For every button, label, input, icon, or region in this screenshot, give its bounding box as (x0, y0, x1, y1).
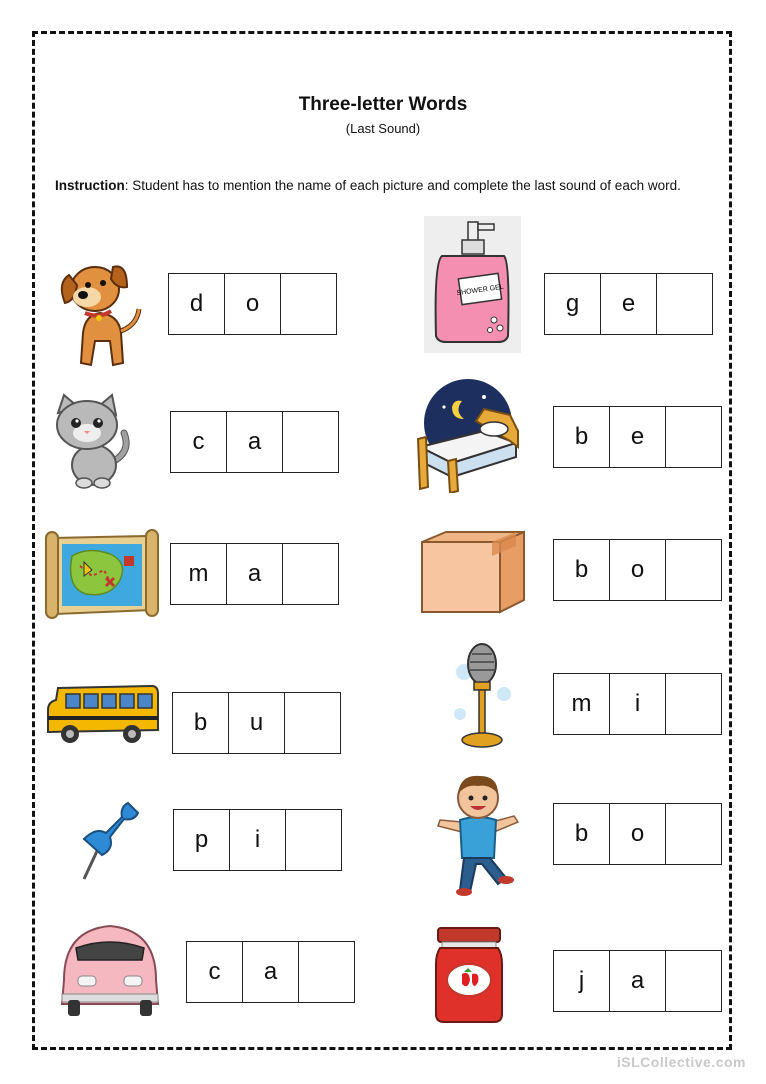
letter-box: j (554, 951, 610, 1011)
letter-boxes-gel (544, 273, 713, 335)
dog-icon (55, 253, 145, 371)
letter-box: c (187, 942, 243, 1002)
map-icon (44, 526, 160, 624)
gel-bottle-icon (424, 216, 521, 353)
answer-box[interactable] (285, 693, 340, 753)
letter-box: g (545, 274, 601, 334)
letter-box: m (171, 544, 227, 604)
letter-box: o (610, 804, 666, 864)
watermark: iSLCollective.com (616, 1054, 746, 1070)
answer-box[interactable] (281, 274, 336, 334)
letter-box: d (169, 274, 225, 334)
instruction (55, 176, 725, 196)
microphone-icon (452, 642, 514, 750)
pin-icon (76, 797, 140, 883)
letter-boxes-bus (172, 692, 341, 754)
letter-box: b (554, 540, 610, 600)
boy-icon (432, 772, 524, 900)
letter-box: m (554, 674, 610, 734)
letter-boxes-pin (173, 809, 342, 871)
page-title: Three-letter Words (298, 94, 468, 115)
letter-boxes-bed (553, 406, 722, 468)
box-icon (418, 528, 528, 614)
answer-box[interactable] (666, 951, 721, 1011)
bed-icon (414, 377, 522, 493)
answer-box[interactable] (666, 540, 721, 600)
letter-boxes-dog (168, 273, 337, 335)
letter-boxes-boy (553, 803, 722, 865)
letter-box: a (243, 942, 299, 1002)
letter-box: b (173, 693, 229, 753)
letter-box: o (225, 274, 281, 334)
letter-box: c (171, 412, 227, 472)
letter-boxes-jam (553, 950, 722, 1012)
letter-box: a (610, 951, 666, 1011)
answer-box[interactable] (299, 942, 354, 1002)
letter-box: b (554, 804, 610, 864)
letter-box: p (174, 810, 230, 870)
letter-boxes-microphone (553, 673, 722, 735)
answer-box[interactable] (666, 407, 721, 467)
bus-icon (44, 680, 160, 746)
bottle-label: SHOWER GEL (456, 283, 505, 298)
letter-box: e (610, 407, 666, 467)
letter-box: e (601, 274, 657, 334)
answer-box[interactable] (657, 274, 712, 334)
letter-boxes-map (170, 543, 339, 605)
letter-box: u (229, 693, 285, 753)
instruction-label: Instruction (55, 178, 125, 193)
letter-box: b (554, 407, 610, 467)
letter-boxes-cat (170, 411, 339, 473)
letter-box: a (227, 412, 283, 472)
answer-box[interactable] (666, 804, 721, 864)
instruction-text: : Student has to mention the name of each picture and complete the last sound of each word. (124, 178, 681, 193)
answer-box[interactable] (286, 810, 341, 870)
letter-boxes-box (553, 539, 722, 601)
cat-icon (50, 393, 135, 491)
letter-box: i (610, 674, 666, 734)
answer-box[interactable] (283, 412, 338, 472)
jam-jar-icon (432, 924, 506, 1024)
car-icon (54, 920, 166, 1018)
letter-box: i (230, 810, 286, 870)
letter-box: o (610, 540, 666, 600)
answer-box[interactable] (666, 674, 721, 734)
letter-box: a (227, 544, 283, 604)
page-subtitle: (Last Sound) (345, 121, 421, 136)
answer-box[interactable] (283, 544, 338, 604)
letter-boxes-car (186, 941, 355, 1003)
